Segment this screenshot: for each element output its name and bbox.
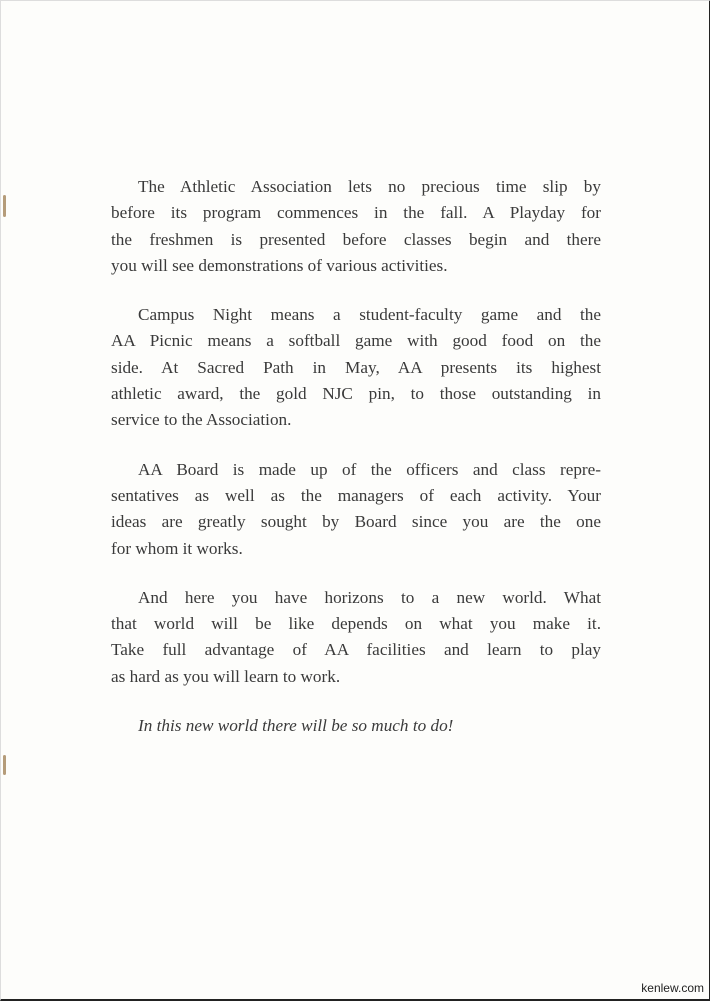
- text-line: AA Board is made up of the officers and class repre-: [138, 459, 601, 479]
- text-line: as hard as you will learn to work.: [111, 666, 341, 686]
- paragraph: [111, 457, 601, 562]
- text-line: for whom it works.: [111, 538, 243, 558]
- paragraph: [111, 174, 601, 279]
- text-line: And here you have horizons to a new world. What: [138, 587, 601, 607]
- text-line: Take full advantage of AA facilities and learn to play: [111, 640, 601, 660]
- text-line: ideas are greatly sought by Board since you are the one: [111, 512, 601, 532]
- watermark: kenlew.com: [641, 981, 704, 995]
- text-line: the freshmen is presented before classes begin and there: [111, 229, 601, 249]
- text-line: before its program commences in the fall. A Playday for: [111, 203, 601, 223]
- paragraph: [111, 302, 601, 433]
- text-line: AA Picnic means a softball game with good food on the: [111, 331, 601, 351]
- body-text: [111, 174, 601, 739]
- text-line: athletic award, the gold NJC pin, to those outstanding in: [111, 384, 601, 404]
- text-line: The Athletic Association lets no precious time slip by: [138, 177, 601, 196]
- text-line: that world will be like depends on what you make it.: [111, 614, 601, 634]
- text-line: Campus Night means a student-faculty game and the: [138, 305, 601, 325]
- text-line: you will see demonstrations of various activities.: [111, 255, 448, 275]
- scan-mark: [3, 195, 6, 217]
- scan-mark: [3, 755, 6, 775]
- paragraph: [111, 585, 601, 690]
- closing-line: In this new world there will be so much to do!: [138, 716, 454, 736]
- text-line: sentatives as well as the managers of each activity. Your: [111, 485, 601, 505]
- text-line: side. At Sacred Path in May, AA presents its highest: [111, 357, 601, 377]
- text-line: service to the Association.: [111, 410, 292, 430]
